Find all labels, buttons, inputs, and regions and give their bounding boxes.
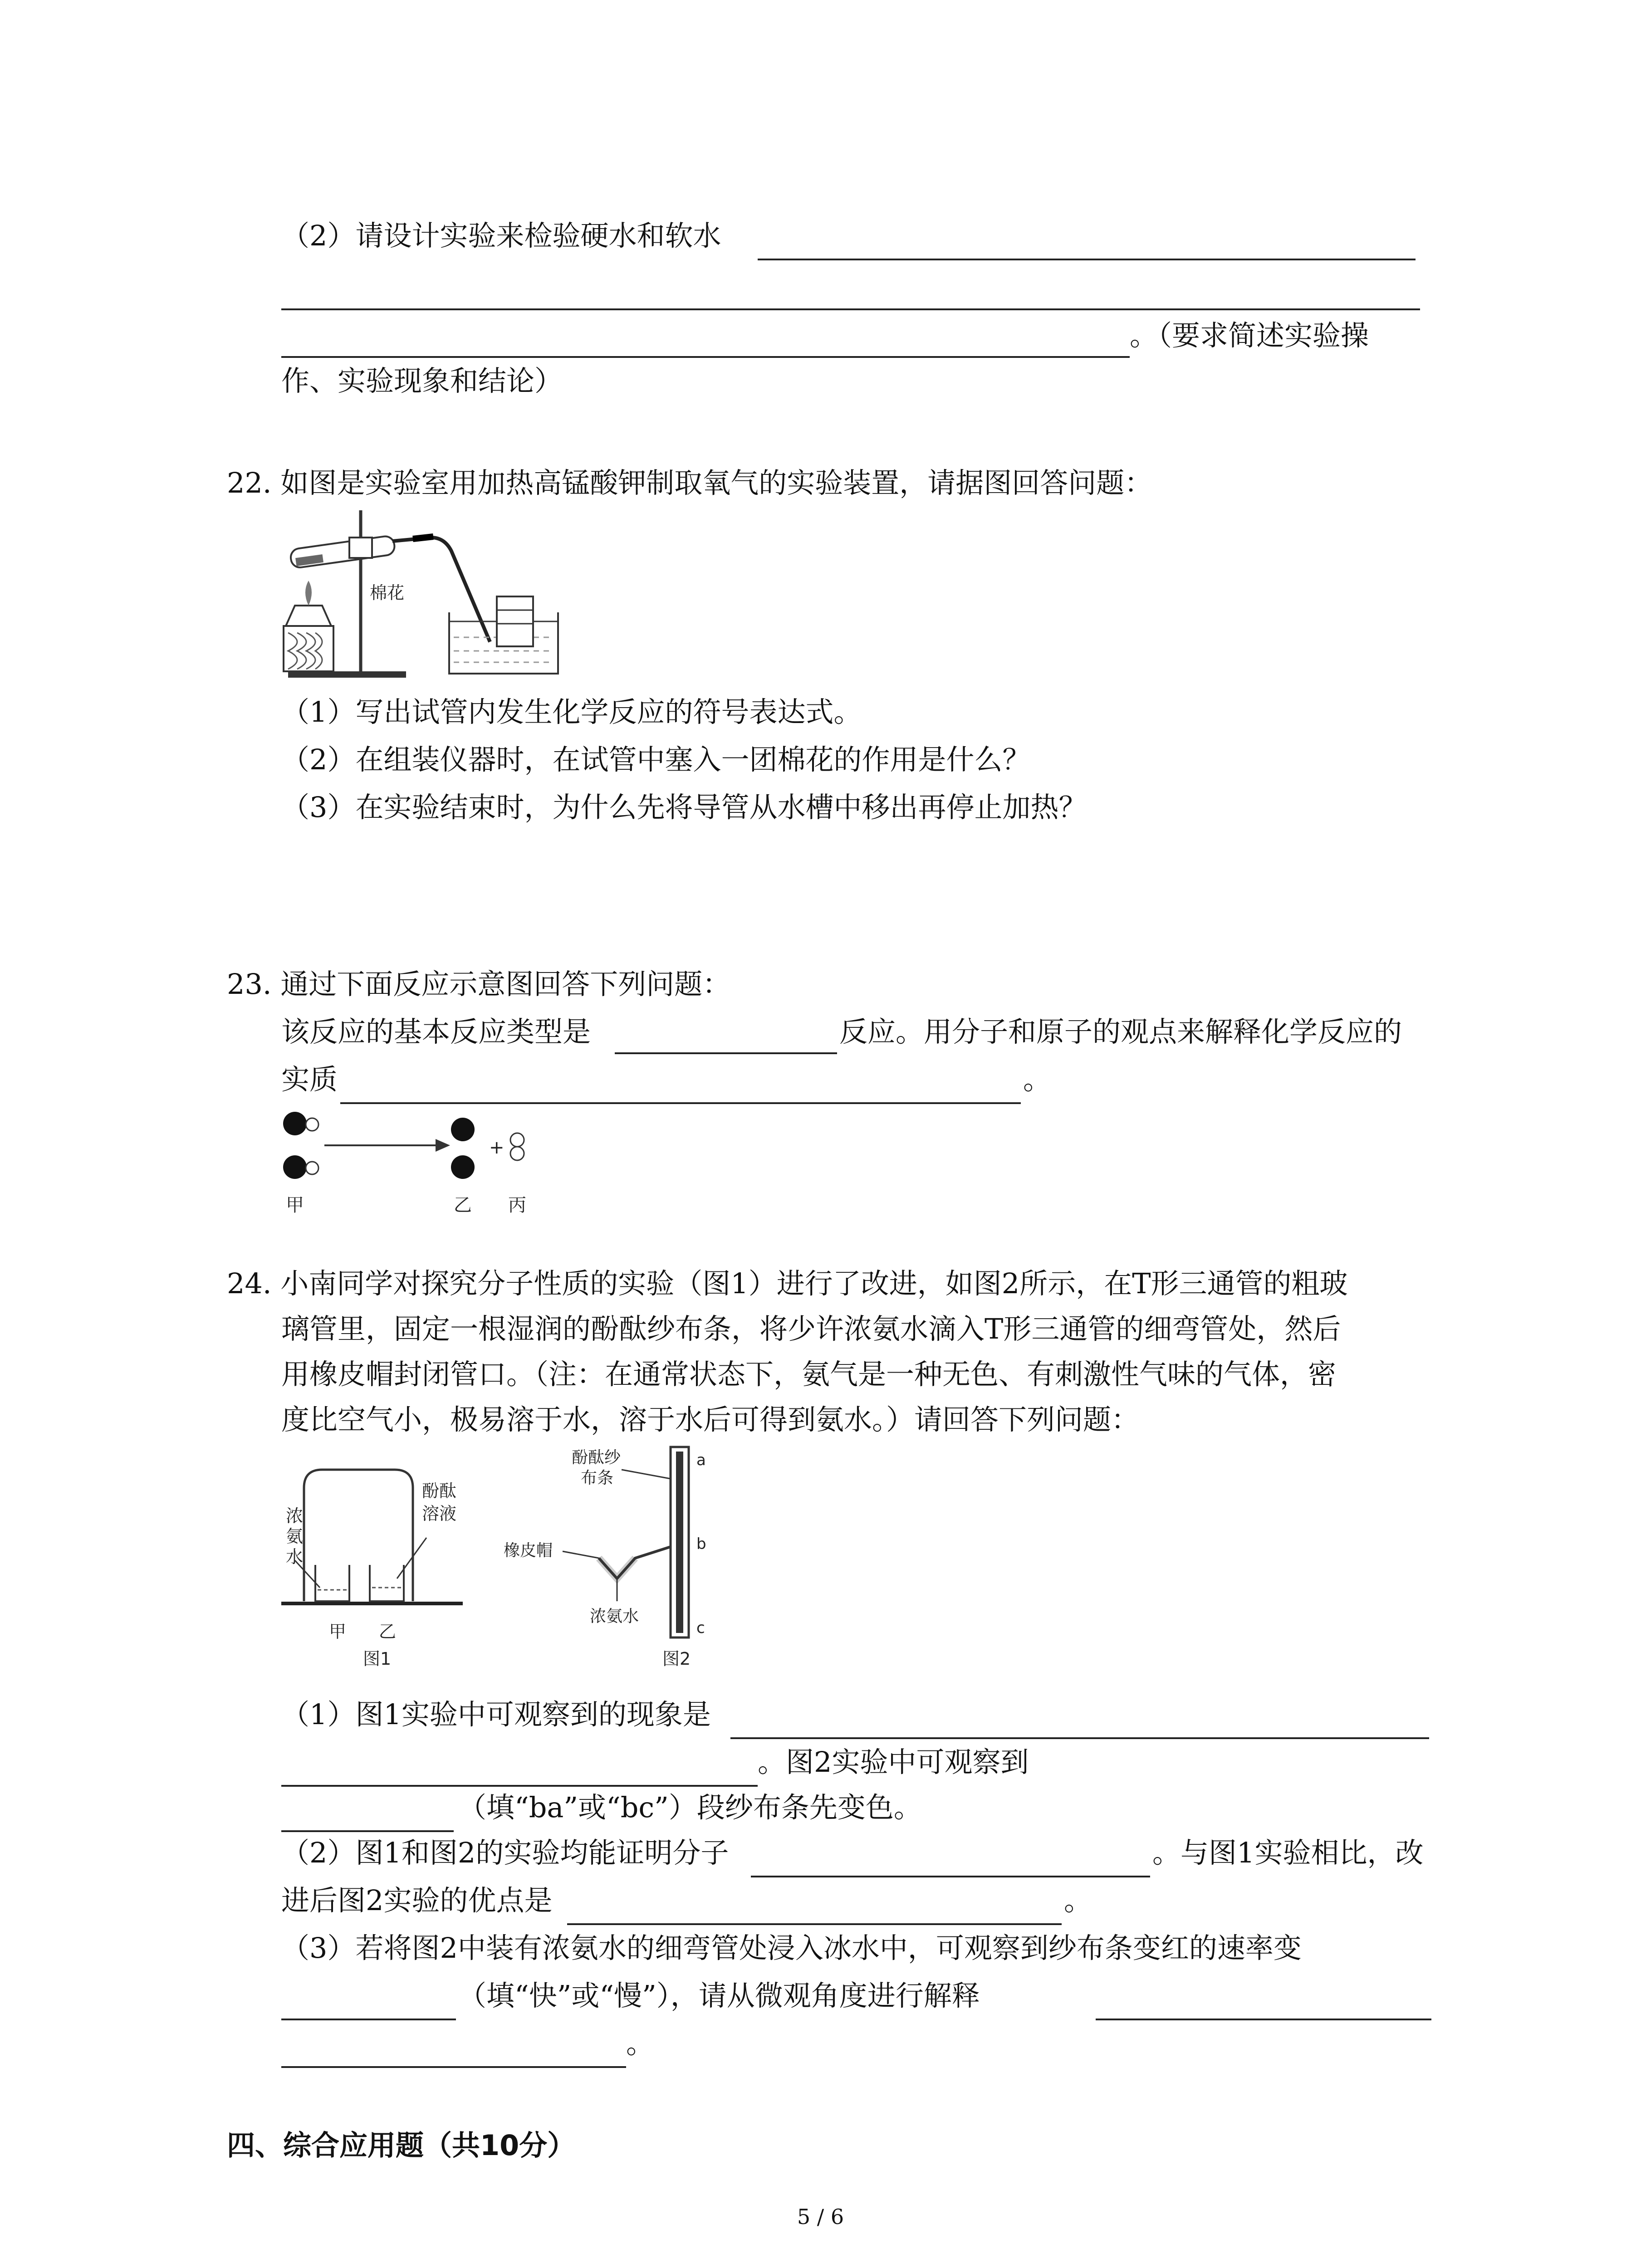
q24-blank-4[interactable] [751,1876,1150,1877]
q22-sub3: （3）在实验结束时，为什么先将导管从水槽中移出再停止加热？ [281,791,1087,824]
label-yi: 乙 [454,1195,472,1216]
q24-blank-7[interactable] [1096,2019,1431,2020]
q24-sub2c: 进后图2实验的优点是 [281,1884,553,1917]
q24-blank-3[interactable] [281,1830,454,1832]
q24-sub3c: 。 [626,2027,655,2060]
q24-sub2a: （2）图1和图2的实验均能证明分子 [281,1836,729,1869]
q24-sub1c: （填“ba”或“bc”）段纱布条先变色。 [458,1791,922,1824]
svg-text:溶液: 溶液 [422,1504,457,1524]
q24-line2: 璃管里，固定一根湿润的酚酞纱布条，将少许浓氨水滴入T形三通管的细弯管处，然后 [281,1312,1341,1345]
q22-sub2: （2）在组装仪器时，在试管中塞入一团棉花的作用是什么？ [281,743,1031,776]
q22-apparatus-figure [277,506,576,683]
beaker-yi [370,1565,404,1601]
molecule-yi-2 [451,1155,475,1179]
beaker-jia [315,1565,349,1601]
q21-answer-line-1[interactable] [758,259,1416,260]
label-c: c [696,1619,705,1637]
q24-figure-1 [277,1452,467,1678]
molecule-jia-small-2 [306,1162,318,1174]
q23-line2b: 。 [1023,1063,1052,1096]
label-yi: 乙 [379,1622,397,1642]
label-conc-ammonia [277,1452,303,1567]
label-jia: 甲 [286,1195,304,1216]
plus-sign: + [489,1137,505,1158]
molecule-jia-big-1 [283,1112,307,1135]
q24-sub2d: 。 [1064,1884,1092,1917]
q23-stem: 23. 通过下面反应示意图回答下列问题： [227,968,731,1001]
lamp [286,606,331,626]
q24-sub3b: （填“快”或“慢”），请从微观角度进行解释 [458,1979,980,2012]
flame [305,581,312,606]
q21-answer-line-2[interactable] [281,308,1420,310]
molecule-bing-1 [510,1133,524,1147]
svg-text:酚酞纱: 酚酞纱 [572,1448,621,1467]
figure-2-caption: 图2 [662,1649,691,1669]
molecule-jia-big-2 [283,1155,307,1179]
bell-jar [304,1470,413,1601]
q24-blank-1[interactable] [730,1737,1429,1739]
label-gauze [504,1442,621,1487]
svg-text:布条: 布条 [581,1469,614,1487]
q24-blank-8[interactable] [281,2066,626,2068]
label-jia: 甲 [329,1622,347,1642]
label-rubber-cap: 橡皮帽 [504,1541,553,1560]
q24-sub1b: 。图2实验中可观察到 [758,1745,1029,1779]
q21-part2-tail: 。（要求简述实验操 [1130,319,1369,352]
molecule-yi-1 [451,1118,475,1141]
q24-blank-2[interactable] [281,1785,758,1787]
q23-blank-type[interactable] [615,1052,837,1054]
label-bing: 丙 [508,1195,526,1216]
q21-answer-line-3[interactable] [281,356,1130,358]
q24-sub1a: （1）图1实验中可观察到的现象是 [281,1698,711,1731]
cotton-label: 棉花 [370,583,405,603]
delivery-tube [392,538,490,642]
q24-line4: 度比空气小，极易溶于水，溶于水后可得到氨水。）请回答下列问题： [281,1403,1140,1436]
stand-base [288,671,406,678]
q23-reaction-figure [277,1109,558,1218]
svg-text:水: 水 [286,1547,304,1567]
figure-1-caption: 图1 [363,1649,392,1669]
clamp [349,538,372,558]
q24-line1: 24. 小南同学对探究分子性质的实验（图1）进行了改进，如图2所示，在T形三通管的粗玻 [227,1267,1348,1300]
molecule-bing-2 [510,1147,524,1160]
label-ammonia: 浓氨水 [590,1607,639,1626]
q23-line1a: 该反应的基本反应类型是 [281,1015,591,1048]
q23-blank-essence[interactable] [340,1102,1021,1104]
q22-sub1: （1）写出试管内发生化学反应的符号表达式。 [281,695,862,728]
q24-line3: 用橡皮帽封闭管口。（注：在通常状态下，氨气是一种无色、有刺激性气味的气体，密 [281,1358,1337,1391]
page-number: 5 / 6 [797,2204,844,2229]
q24-sub3a: （3）若将图2中装有浓氨水的细弯管处浸入冰水中，可观察到纱布条变红的速率变 [281,1931,1302,1965]
q24-blank-6[interactable] [281,2019,456,2020]
svg-text:酚酞: 酚酞 [422,1481,457,1501]
label-a: a [696,1451,706,1469]
q23-line2a: 实质 [281,1063,338,1096]
q21-part2-tail2: 作、实验现象和结论） [281,364,563,397]
molecule-jia-small-1 [306,1118,318,1131]
label-b: b [696,1535,706,1553]
q22-stem: 22. 如图是实验室用加热高锰酸钾制取氧气的实验装置，请据图回答问题： [227,466,1153,499]
q24-blank-5[interactable] [567,1923,1062,1925]
svg-text:氨: 氨 [286,1526,304,1546]
q24-sub2b: 。与图1实验相比，改 [1152,1836,1424,1869]
gauze-strip [676,1452,683,1633]
gas-jar [497,596,533,646]
q21-part2-text: （2）请设计实验来检验硬水和软水 [281,219,721,252]
svg-text:浓: 浓 [286,1506,304,1526]
q23-line1b: 反应。用分子和原子的观点来解释化学反应的 [839,1015,1402,1048]
section-4-heading: 四、综合应用题（共10分） [227,2129,576,2162]
q24-figure-2 [504,1442,758,1687]
